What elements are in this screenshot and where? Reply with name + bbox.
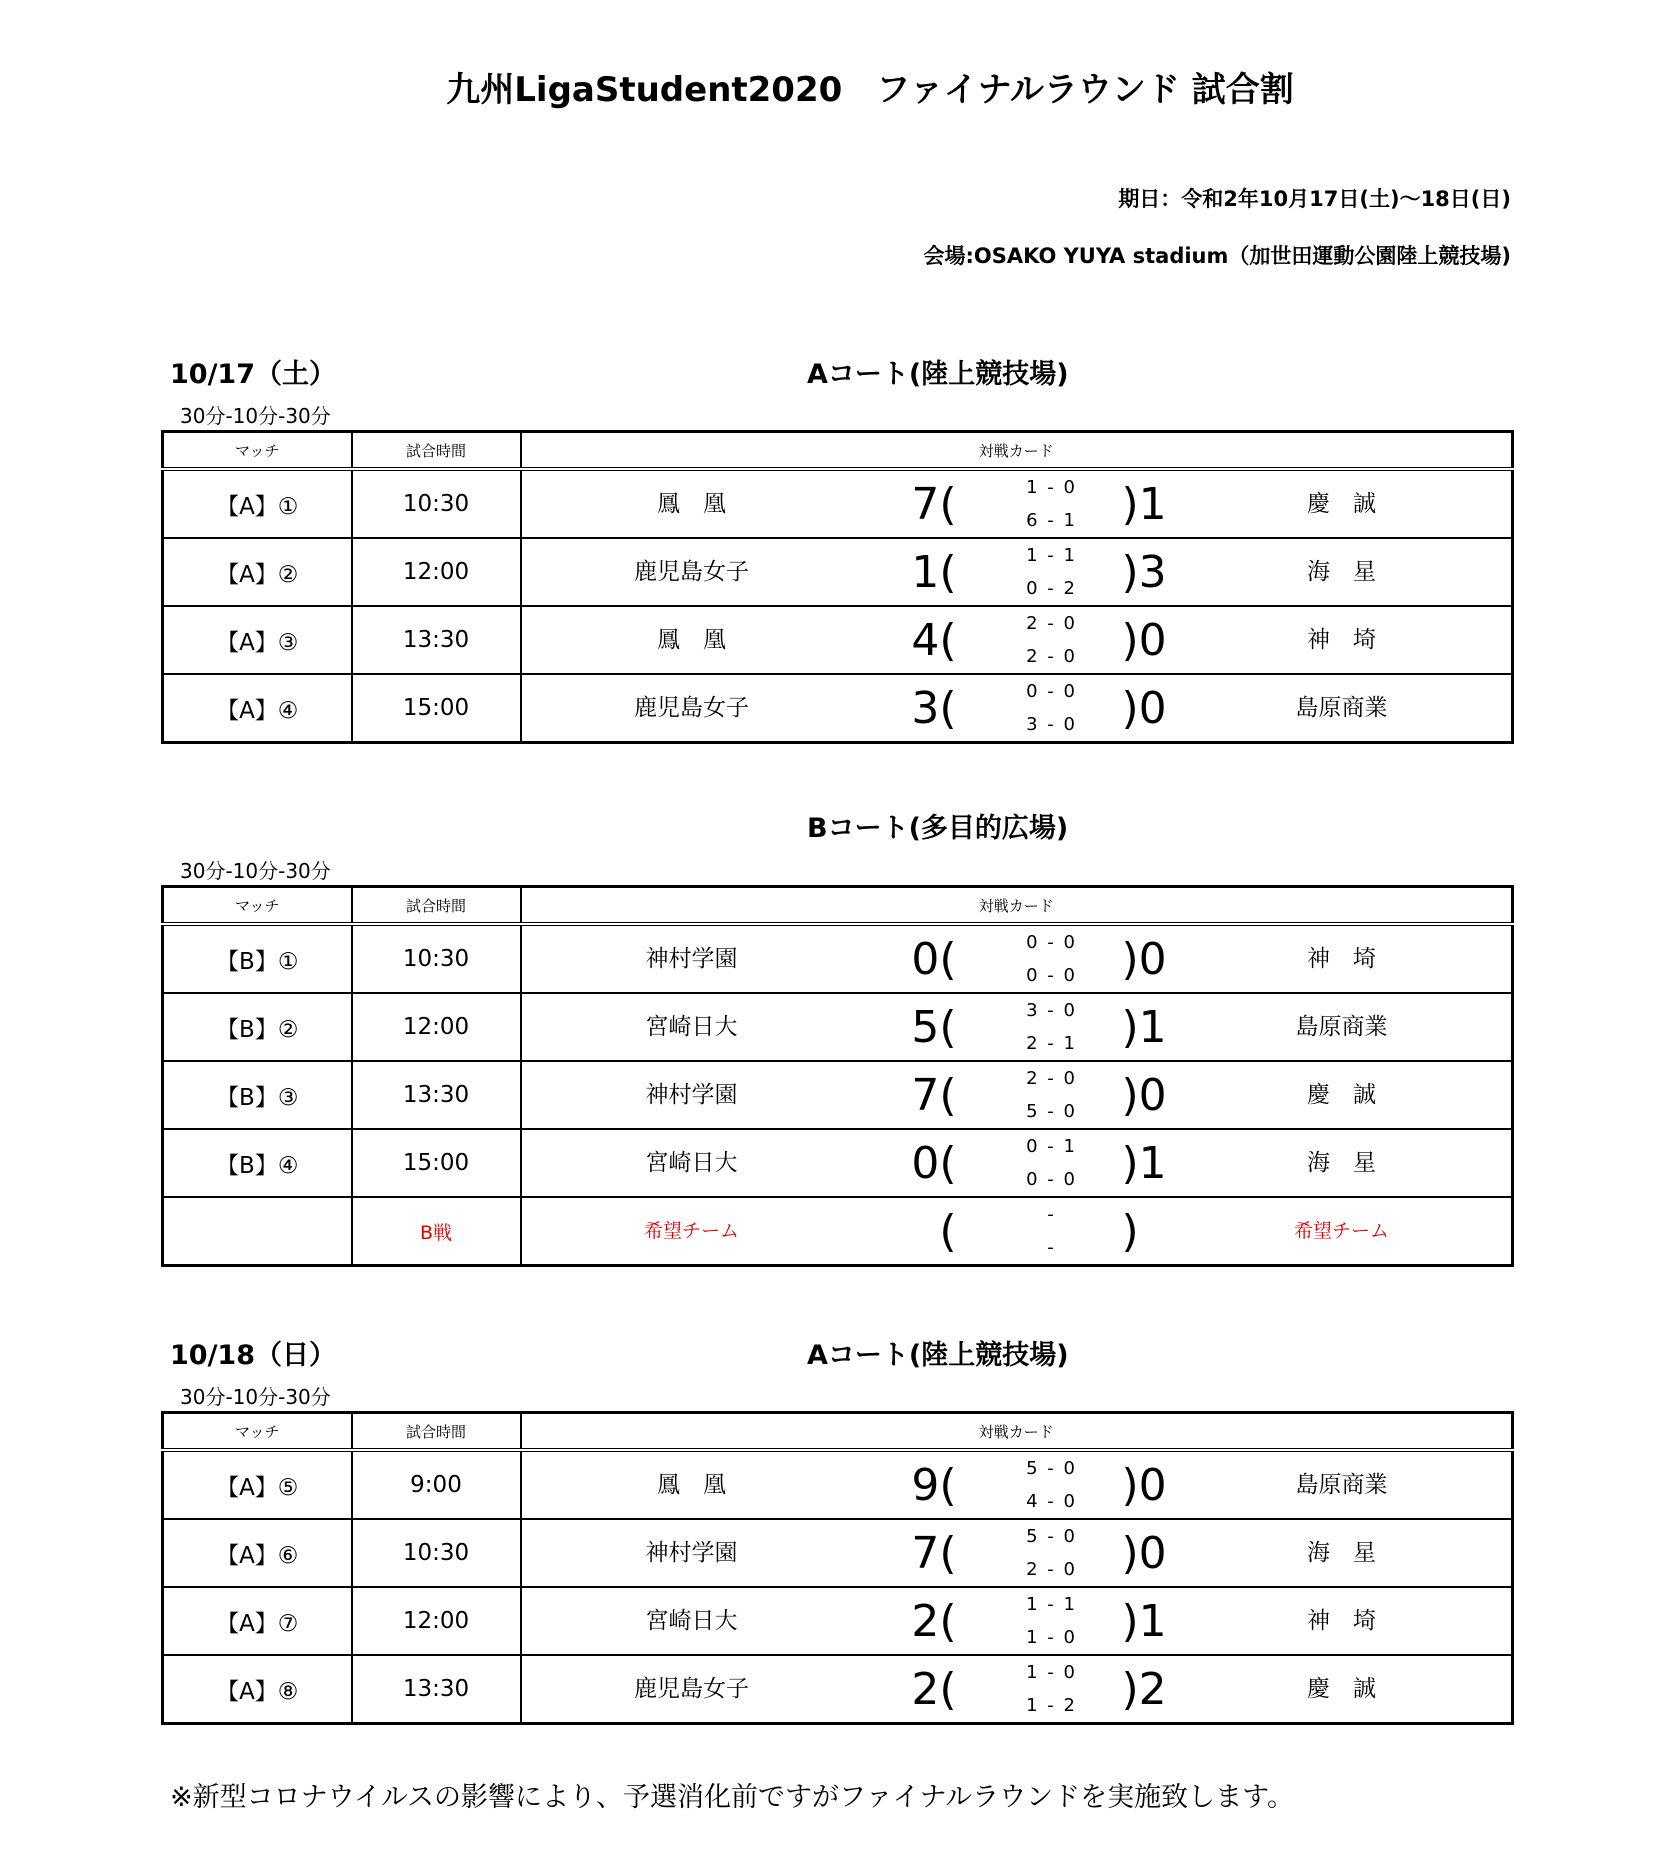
- away-score: )2: [1121, 1664, 1167, 1715]
- section-date: 10/18（日）: [170, 1340, 337, 1371]
- first-half-score: 1 - 0: [1026, 1662, 1077, 1683]
- match-card: [521, 1061, 1513, 1129]
- match-row: [163, 538, 1513, 606]
- section-court: Aコート(陸上競技場): [807, 359, 1069, 390]
- match-id: 【A】⑥: [163, 1519, 352, 1587]
- match-id: 【A】⑦: [163, 1587, 352, 1655]
- match-card: [521, 1197, 1513, 1266]
- match-id: 【B】②: [163, 993, 352, 1061]
- section-date: 10/17（土）: [170, 359, 337, 390]
- header-match: マッチ: [163, 887, 352, 925]
- away-team: 海 星: [1307, 559, 1376, 585]
- first-half-score: 2 - 0: [1026, 1068, 1077, 1089]
- second-half-score: 0 - 2: [1026, 578, 1077, 599]
- away-score: )0: [1121, 934, 1167, 985]
- match-row: [163, 1655, 1513, 1724]
- away-team: 慶 誠: [1307, 491, 1376, 517]
- second-half-score: -: [1047, 1237, 1056, 1258]
- home-score: 2(: [911, 1596, 957, 1647]
- home-score: 4(: [911, 615, 957, 666]
- home-score: 0(: [911, 1138, 957, 1189]
- home-score: 9(: [911, 1460, 957, 1511]
- away-score: )3: [1121, 547, 1167, 598]
- second-half-score: 3 - 0: [1026, 714, 1077, 735]
- home-score: (: [939, 1206, 957, 1257]
- home-team: 鹿児島女子: [634, 1676, 749, 1702]
- away-team: 島原商業: [1295, 1472, 1388, 1498]
- match-time: 10:30: [352, 924, 521, 993]
- first-half-score: 5 - 0: [1026, 1458, 1077, 1479]
- first-half-score: 5 - 0: [1026, 1526, 1077, 1547]
- match-card: [521, 606, 1513, 674]
- second-half-score: 0 - 0: [1026, 1169, 1077, 1190]
- home-score: 1(: [911, 547, 957, 598]
- away-team: 神 埼: [1307, 627, 1376, 653]
- away-score: ): [1121, 1206, 1139, 1257]
- match-time: 10:30: [352, 1519, 521, 1587]
- match-card: [521, 469, 1513, 538]
- match-time: 15:00: [352, 1129, 521, 1197]
- second-half-score: 2 - 1: [1026, 1033, 1077, 1054]
- event-venue: 会場:OSAKO YUYA stadium（加世田運動公園陸上競技場): [923, 244, 1511, 268]
- match-row: [163, 1450, 1513, 1519]
- match-id: 【A】⑤: [163, 1450, 352, 1519]
- section-court: Bコート(多目的広場): [807, 813, 1069, 844]
- home-team: 鹿児島女子: [634, 559, 749, 585]
- header-time: 試合時間: [352, 432, 521, 470]
- match-id: [163, 1197, 352, 1266]
- home-team: 神村学園: [645, 1082, 738, 1108]
- away-score: )0: [1121, 1460, 1167, 1511]
- match-card: [521, 1129, 1513, 1197]
- section-court: Aコート(陸上競技場): [807, 1340, 1069, 1371]
- first-half-score: 1 - 1: [1026, 1594, 1077, 1615]
- first-half-score: 0 - 1: [1026, 1136, 1077, 1157]
- match-id: 【A】③: [163, 606, 352, 674]
- match-row: [163, 1061, 1513, 1129]
- away-team: 島原商業: [1295, 695, 1388, 721]
- match-time: 13:30: [352, 1061, 521, 1129]
- header-card: 対戦カード: [521, 887, 1513, 925]
- header-time: 試合時間: [352, 887, 521, 925]
- section-format: 30分-10分-30分: [180, 404, 331, 428]
- match-card: [521, 993, 1513, 1061]
- match-card: [521, 538, 1513, 606]
- match-id: 【B】④: [163, 1129, 352, 1197]
- home-score: 7(: [911, 1070, 957, 1121]
- home-score: 0(: [911, 934, 957, 985]
- match-card: [521, 1519, 1513, 1587]
- second-half-score: 1 - 2: [1026, 1695, 1077, 1716]
- schedule-table: [161, 885, 1514, 1267]
- away-score: )0: [1121, 1528, 1167, 1579]
- match-id: 【B】①: [163, 924, 352, 993]
- match-time: 13:30: [352, 1655, 521, 1724]
- home-team: 神村学園: [645, 946, 738, 972]
- match-time: 12:00: [352, 993, 521, 1061]
- home-team: 鳳 凰: [657, 491, 726, 517]
- schedule-table: [161, 1411, 1514, 1725]
- page-title: 九州LigaStudent2020 ファイナルラウンド 試合割: [446, 70, 1294, 110]
- match-time: 13:30: [352, 606, 521, 674]
- match-id: 【A】⑧: [163, 1655, 352, 1724]
- away-team: 神 埼: [1307, 946, 1376, 972]
- home-score: 7(: [911, 479, 957, 530]
- away-score: )0: [1121, 1070, 1167, 1121]
- home-score: 7(: [911, 1528, 957, 1579]
- away-team: 慶 誠: [1307, 1082, 1376, 1108]
- away-team: 神 埼: [1307, 1608, 1376, 1634]
- home-team: 宮崎日大: [645, 1608, 738, 1634]
- first-half-score: 1 - 1: [1026, 545, 1077, 566]
- first-half-score: -: [1047, 1204, 1056, 1225]
- event-period: 期日：令和2年10月17日(土)～18日(日): [1118, 187, 1511, 211]
- match-row: [163, 1587, 1513, 1655]
- home-team: 鳳 凰: [657, 627, 726, 653]
- second-half-score: 2 - 0: [1026, 646, 1077, 667]
- away-team: 海 星: [1307, 1150, 1376, 1176]
- header-card: 対戦カード: [521, 432, 1513, 470]
- section-format: 30分-10分-30分: [180, 859, 331, 883]
- away-score: )0: [1121, 683, 1167, 734]
- header-match: マッチ: [163, 432, 352, 470]
- home-team: 鹿児島女子: [634, 695, 749, 721]
- away-team: 海 星: [1307, 1540, 1376, 1566]
- away-score: )1: [1121, 479, 1167, 530]
- first-half-score: 1 - 0: [1026, 477, 1077, 498]
- home-team: 神村学園: [645, 1540, 738, 1566]
- match-card: [521, 674, 1513, 743]
- schedule-table: [161, 430, 1514, 744]
- home-team: 希望チーム: [643, 1220, 739, 1242]
- match-time: 15:00: [352, 674, 521, 743]
- match-id: 【A】④: [163, 674, 352, 743]
- first-half-score: 2 - 0: [1026, 613, 1077, 634]
- match-card: [521, 1450, 1513, 1519]
- away-score: )1: [1121, 1002, 1167, 1053]
- away-score: )0: [1121, 615, 1167, 666]
- home-team: 宮崎日大: [645, 1014, 738, 1040]
- match-row: [163, 1129, 1513, 1197]
- match-card: [521, 1587, 1513, 1655]
- second-half-score: 0 - 0: [1026, 965, 1077, 986]
- second-half-score: 2 - 0: [1026, 1559, 1077, 1580]
- away-score: )1: [1121, 1596, 1167, 1647]
- match-card: [521, 924, 1513, 993]
- second-half-score: 1 - 0: [1026, 1627, 1077, 1648]
- match-row: [163, 1197, 1513, 1266]
- match-time: 10:30: [352, 469, 521, 538]
- first-half-score: 3 - 0: [1026, 1000, 1077, 1021]
- match-time: 9:00: [352, 1450, 521, 1519]
- home-score: 5(: [911, 1002, 957, 1053]
- home-team: 宮崎日大: [645, 1150, 738, 1176]
- header-card: 対戦カード: [521, 1413, 1513, 1451]
- match-time: 12:00: [352, 1587, 521, 1655]
- second-half-score: 5 - 0: [1026, 1101, 1077, 1122]
- header-time: 試合時間: [352, 1413, 521, 1451]
- away-team: 島原商業: [1295, 1014, 1388, 1040]
- away-team: 希望チーム: [1293, 1220, 1389, 1242]
- footnote: ※新型コロナウイルスの影響により、予選消化前ですがファイナルラウンドを実施致します。: [170, 1782, 1294, 1813]
- match-row: [163, 993, 1513, 1061]
- first-half-score: 0 - 0: [1026, 681, 1077, 702]
- home-score: 2(: [911, 1664, 957, 1715]
- section-format: 30分-10分-30分: [180, 1385, 331, 1409]
- match-time: 12:00: [352, 538, 521, 606]
- match-row: [163, 606, 1513, 674]
- home-team: 鳳 凰: [657, 1472, 726, 1498]
- match-id: 【A】①: [163, 469, 352, 538]
- match-time: B戦: [352, 1197, 521, 1266]
- away-score: )1: [1121, 1138, 1167, 1189]
- match-row: [163, 1519, 1513, 1587]
- first-half-score: 0 - 0: [1026, 932, 1077, 953]
- match-row: [163, 674, 1513, 743]
- away-team: 慶 誠: [1307, 1676, 1376, 1702]
- match-id: 【B】③: [163, 1061, 352, 1129]
- second-half-score: 6 - 1: [1026, 510, 1077, 531]
- second-half-score: 4 - 0: [1026, 1491, 1077, 1512]
- home-score: 3(: [911, 683, 957, 734]
- match-card: [521, 1655, 1513, 1724]
- header-match: マッチ: [163, 1413, 352, 1451]
- match-row: [163, 924, 1513, 993]
- match-id: 【A】②: [163, 538, 352, 606]
- match-row: [163, 469, 1513, 538]
